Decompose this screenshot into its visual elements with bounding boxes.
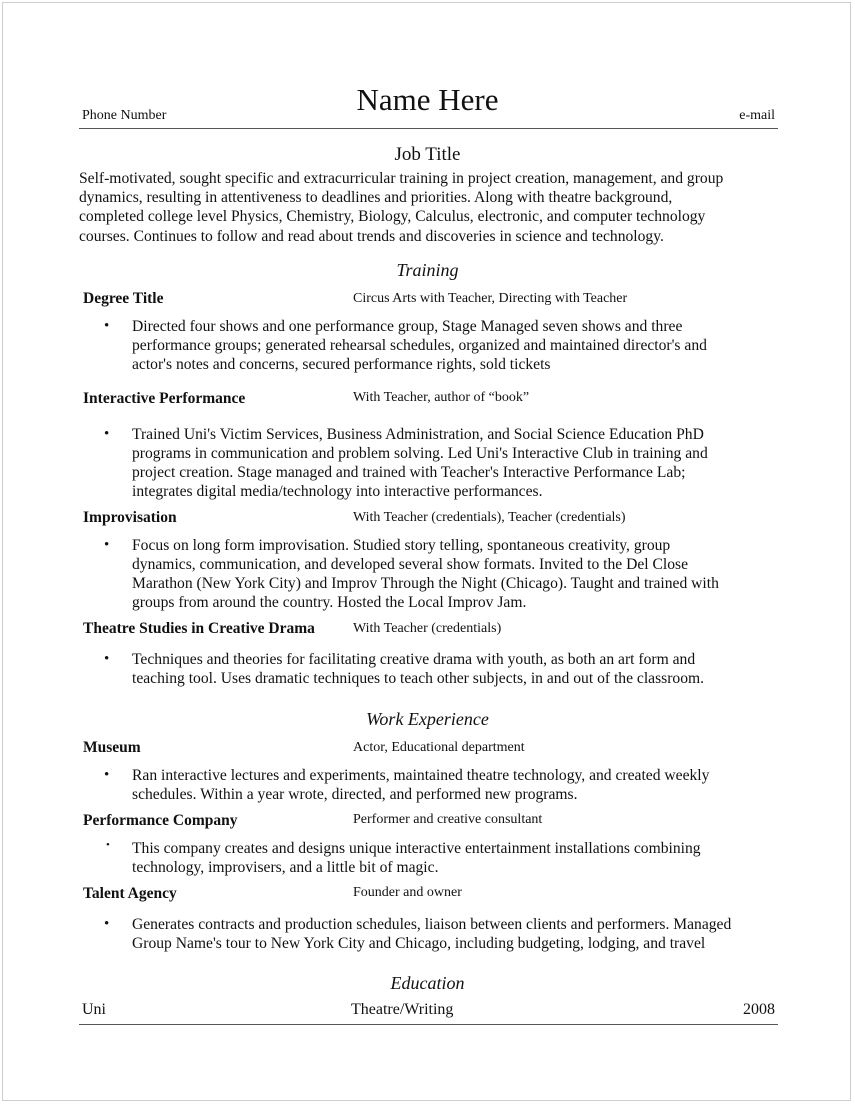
description-line: integrates digital media/technology into interactive performances. — [132, 483, 543, 500]
entry-title: Talent Agency — [83, 885, 177, 902]
entry-title: Performance Company — [83, 812, 238, 829]
entry-description — [132, 536, 782, 612]
description-line: Group Name's tour to New York City and Chicago, including budgeting, lodging, and travel — [132, 935, 706, 952]
bullet-marker: • — [104, 767, 110, 783]
entry-title: Degree Title — [83, 290, 164, 307]
phone-number: Phone Number — [82, 108, 167, 123]
summary-line: completed college level Physics, Chemistry, Biology, Calculus, electronic, and computer technology — [79, 208, 706, 226]
entry-description — [132, 317, 782, 374]
entry-title: Theatre Studies in Creative Drama — [83, 620, 315, 637]
entry-title: Museum — [83, 739, 141, 756]
description-line: Generates contracts and production schedules, liaison between clients and performers. Managed — [132, 916, 732, 933]
description-line: Directed four shows and one performance group, Stage Managed seven shows and three — [132, 318, 683, 335]
bullet-marker: • — [104, 651, 110, 667]
entry-detail: With Teacher (credentials), Teacher (credentials) — [353, 510, 626, 525]
education-divider — [79, 1024, 778, 1025]
summary-line: dynamics, resulting in attentiveness to deadlines and priorities. Along with theatre background, — [79, 189, 673, 207]
description-line: actor's notes and concerns, secured performance rights, sold tickets — [132, 356, 551, 373]
description-line: Trained Uni's Victim Services, Business Administration, and Social Science Education PhD — [132, 426, 704, 443]
job-title: Job Title — [394, 144, 461, 165]
description-line: This company creates and designs unique interactive entertainment installations combining — [132, 840, 701, 857]
entry-description — [132, 839, 782, 877]
description-line: schedules. Within a year wrote, directed, and performed new programs. — [132, 786, 578, 803]
entry-description — [132, 650, 782, 688]
work-experience-heading: Work Experience — [366, 709, 489, 729]
entry-description — [132, 915, 782, 953]
education-field: Theatre/Writing — [351, 1001, 454, 1018]
description-line: performance groups; generated rehearsal schedules, organized and maintained director's and — [132, 337, 707, 354]
candidate-name: Name Here — [356, 82, 499, 117]
entry-description — [132, 425, 782, 501]
description-line: Marathon (New York City) and Improv Through the Night (Chicago). Taught and trained with — [132, 575, 719, 592]
bullet-marker: • — [106, 839, 110, 851]
header-divider — [79, 128, 778, 129]
summary-line: courses. Continues to follow and read about trends and discoveries in science and technology. — [79, 227, 664, 245]
entry-detail: With Teacher (credentials) — [353, 621, 502, 636]
entry-title: Improvisation — [83, 509, 177, 526]
summary-line: Self-motivated, sought specific and extracurricular training in project creation, management, and group — [79, 170, 724, 187]
description-line: technology, improvisers, and a little bit of magic. — [132, 859, 439, 876]
entry-detail: Actor, Educational department — [353, 740, 525, 755]
entry-title: Interactive Performance — [83, 390, 246, 407]
description-line: groups from around the country. Hosted the Local Improv Jam. — [132, 594, 527, 611]
bullet-marker: • — [104, 426, 110, 442]
description-line: Ran interactive lectures and experiments, maintained theatre technology, and created weekly — [132, 767, 710, 784]
bullet-marker: • — [104, 318, 110, 334]
description-line: dynamics, communication, and developed several show formats. Invited to the Del Close — [132, 556, 689, 573]
summary-paragraph — [79, 169, 779, 246]
education-heading: Education — [390, 973, 465, 993]
entry-description — [132, 766, 782, 804]
description-line: project creation. Stage managed and trained with Teacher's Interactive Performance Lab; — [132, 464, 686, 481]
training-heading: Training — [396, 260, 459, 280]
bullet-marker: • — [104, 916, 110, 932]
description-line: teaching tool. Uses dramatic techniques to teach other subjects, in and out of the classroom. — [132, 670, 705, 687]
entry-detail: Founder and owner — [353, 885, 462, 900]
description-line: programs in communication and problem solving. Led Uni's Interactive Club in training and — [132, 445, 708, 462]
education-school: Uni — [82, 1001, 106, 1018]
email-address: e-mail — [739, 108, 775, 123]
bullet-marker: • — [104, 537, 110, 553]
education-year: 2008 — [743, 1001, 775, 1018]
description-line: Focus on long form improvisation. Studied story telling, spontaneous creativity, group — [132, 537, 671, 554]
entry-detail: Circus Arts with Teacher, Directing with Teacher — [353, 291, 628, 306]
entry-detail: Performer and creative consultant — [353, 812, 543, 827]
entry-detail: With Teacher, author of “book” — [353, 390, 530, 405]
description-line: Techniques and theories for facilitating creative drama with youth, as both an art form and — [132, 651, 696, 668]
